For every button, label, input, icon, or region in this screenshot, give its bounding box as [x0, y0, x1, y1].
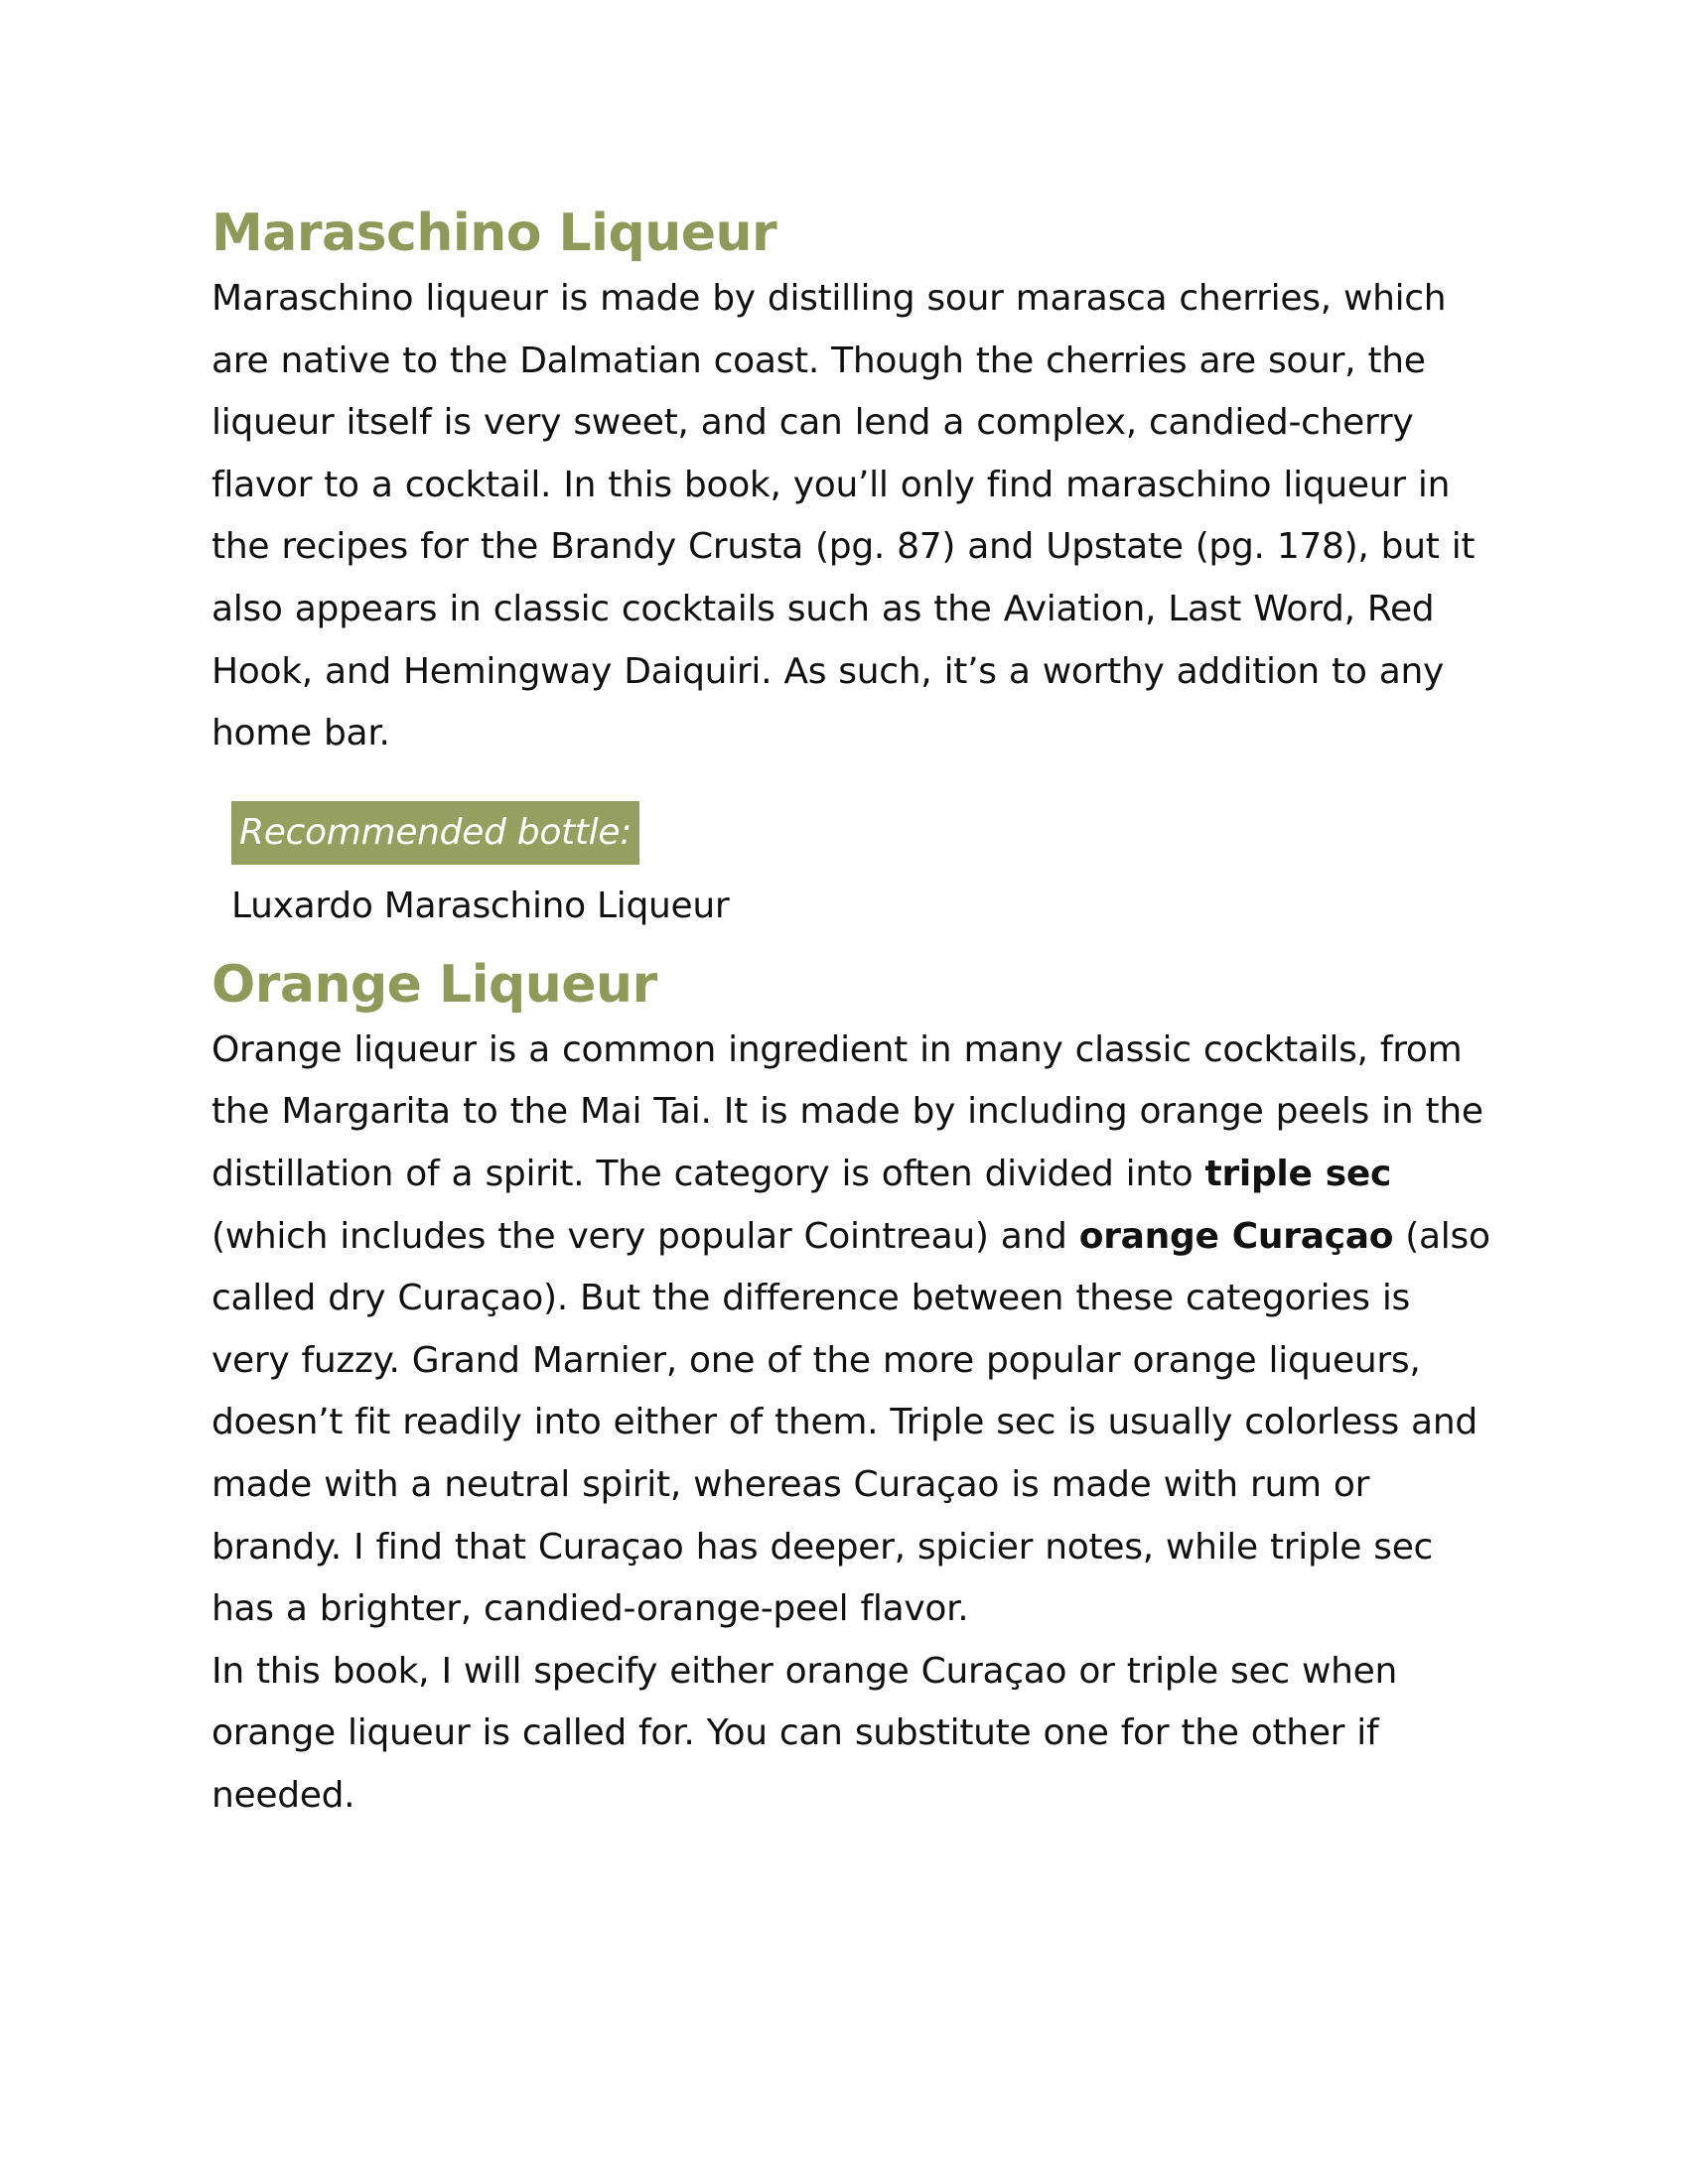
bold-term-orange-curacao: orange Curaçao [1078, 1215, 1394, 1257]
paragraph-text: (also called dry Curaçao). But the difference between these categories is very fuzzy. Grand Marnier, one of the more popular orange liqueurs, doesn’t fit readily into either of them. Triple sec is usually colorless and made with a neutral spirit, whereas Curaçao is made with rum or brandy. I find that Curaçao has deeper, spicier notes, while triple sec has a brighter, candied-orange-peel flavor. [211, 1215, 1490, 1630]
orange-liqueur-description-paragraph [211, 1020, 1492, 1641]
orange-liqueur-usage-paragraph: In this book, I will specify either orange Curaçao or triple sec when orange liqueur is called for. You can substitute one for the other if needed. [211, 1650, 1397, 1816]
paragraph-text: (which includes the very popular Cointreau) and [211, 1215, 1079, 1257]
section-heading-orange-liqueur: Orange Liqueur [211, 954, 657, 1015]
paragraph-text: Orange liqueur is a common ingredient in many classic cocktails, from the Margarita to the Mai Tai. It is made by including orange peels in the distillation of a spirit. The category is often divided into [211, 1028, 1483, 1194]
maraschino-description-paragraph: Maraschino liqueur is made by distilling sour marasca cherries, which are native to the Dalmatian coast. Though the cherries are sour, the liqueur itself is very sweet, and can lend a complex, candied-cherry flavor to a cocktail. In this book, you’ll only find maraschino liqueur in the recipes for the Brandy Crusta (pg. 87) and Upstate (pg. 178), but it also appears in classic cocktails such as the Aviation, Last Word, Red Hook, and Hemingway Daiquiri. As such, it’s a worthy addition to any home bar. [211, 278, 1476, 754]
document-page [211, 199, 1492, 1827]
recommended-bottle-value: Luxardo Maraschino Liqueur [231, 885, 730, 926]
recommended-bottle-label: Recommended bottle: [231, 801, 639, 865]
bold-term-triple-sec: triple sec [1204, 1153, 1392, 1194]
section-heading-maraschino-liqueur: Maraschino Liqueur [211, 204, 777, 263]
